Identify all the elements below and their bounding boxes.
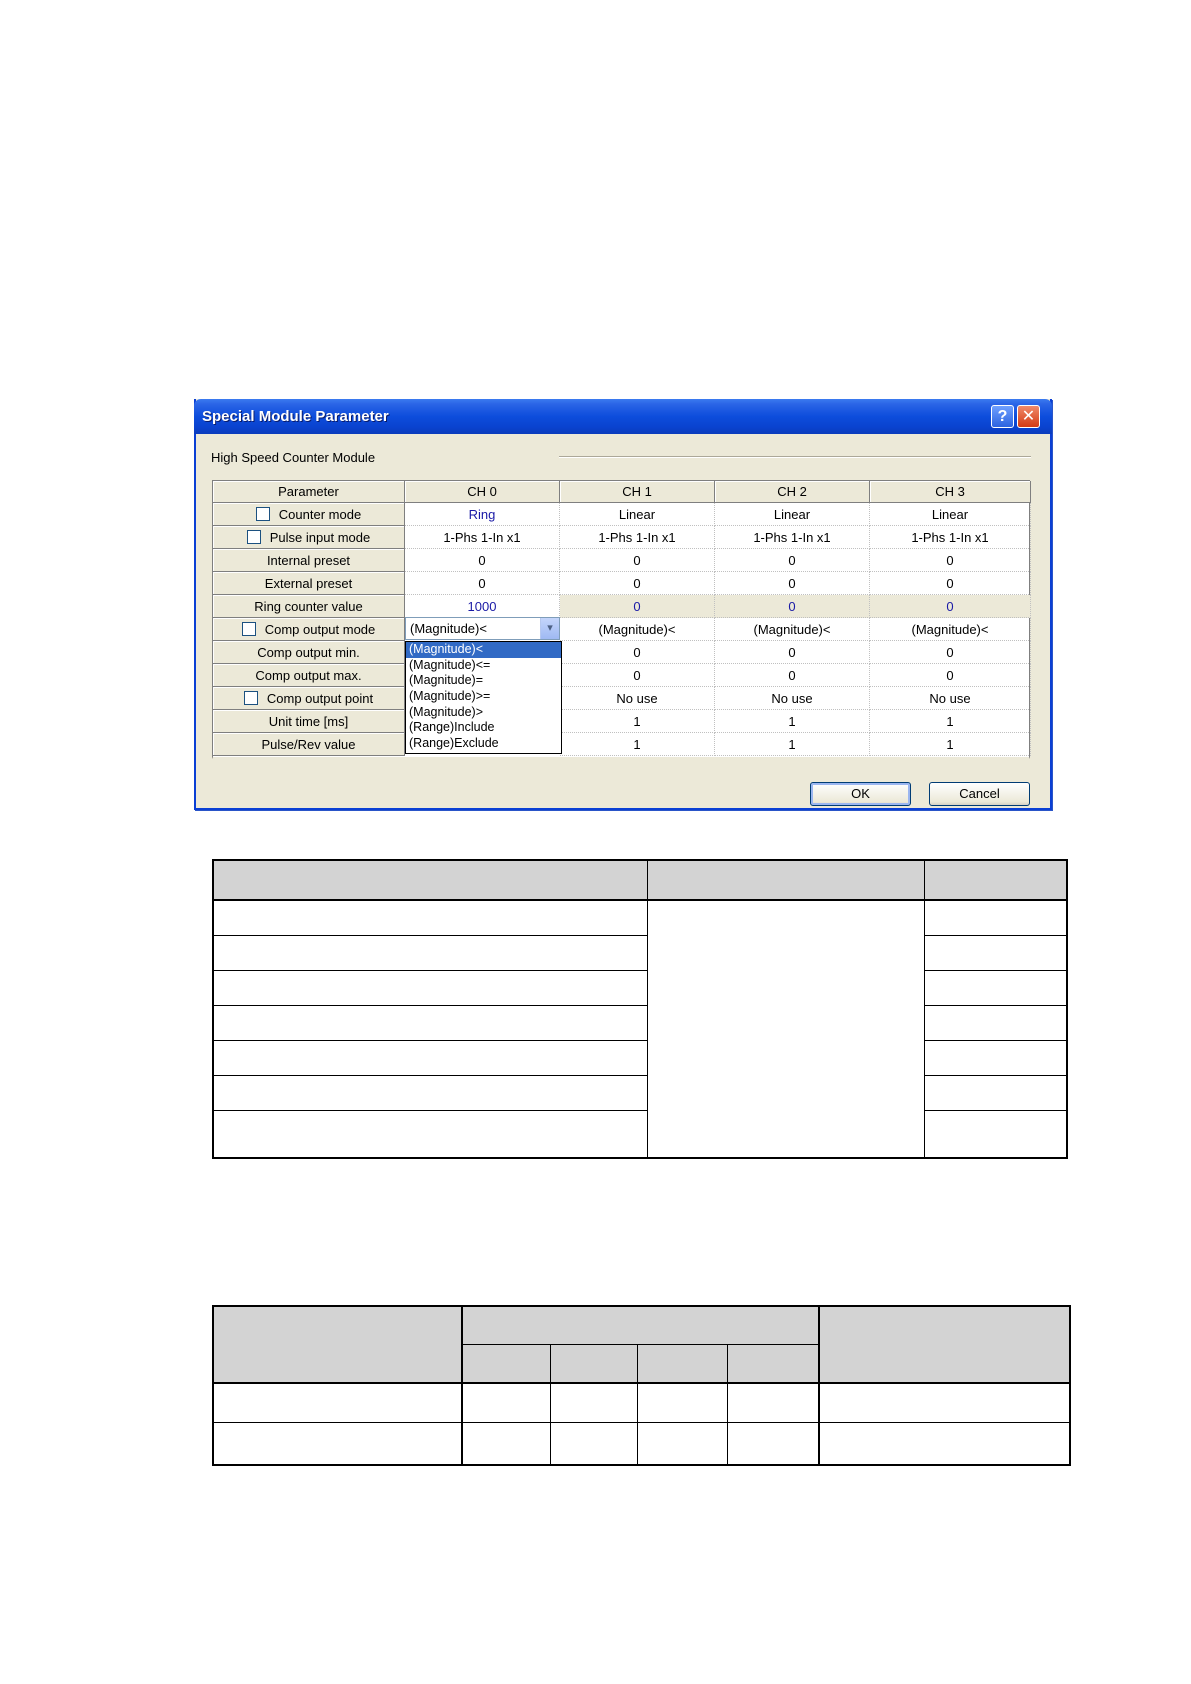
column-header-ch2[interactable]: CH 2 [715,481,870,503]
cell-external-preset-ch0[interactable]: 0 [405,572,560,595]
group-divider [559,456,1031,458]
cell-comp-output-min-ch1[interactable]: 0 [560,641,715,664]
cell-external-preset-ch1[interactable]: 0 [560,572,715,595]
cell-ring-counter-value-ch1[interactable]: 0 [560,595,715,618]
comp-output-mode-value: (Magnitude)< [410,621,487,636]
checkbox-counter-mode[interactable] [256,507,270,521]
cell-pulse-rev-value-ch3[interactable]: 1 [870,733,1031,756]
cell-pulse-input-mode-ch2[interactable]: 1-Phs 1-In x1 [715,526,870,549]
row-label-counter-mode [213,503,405,526]
comp-output-mode-dropdown-list [405,641,562,754]
cell-pulse-input-mode-ch3[interactable]: 1-Phs 1-In x1 [870,526,1031,549]
table-row [214,1110,647,1111]
row-label-ring-counter-value [213,595,405,618]
cell-counter-mode-ch3[interactable]: Linear [870,503,1031,526]
column-header-ch0[interactable]: CH 0 [405,481,560,503]
table-row [214,935,647,936]
cell-unit-time-ms-ch1[interactable]: 1 [560,710,715,733]
chevron-down-icon[interactable]: ▾ [540,618,559,639]
row-label-text: Pulse input mode [269,529,371,545]
cell-pulse-input-mode-ch0[interactable]: 1-Phs 1-In x1 [405,526,560,549]
cell-comp-output-point-ch1[interactable]: No use [560,687,715,710]
row-label-comp-output-point [213,687,405,710]
cell-external-preset-ch2[interactable]: 0 [715,572,870,595]
cell-ring-counter-value-ch3[interactable]: 0 [870,595,1031,618]
cell-comp-output-max-ch2[interactable]: 0 [715,664,870,687]
column-header-parameter[interactable]: Parameter [213,481,405,503]
cell-counter-mode-ch1[interactable]: Linear [560,503,715,526]
dialog-titlebar[interactable] [194,399,1052,434]
row-label-external-preset [213,572,405,595]
checkbox-pulse-input-mode[interactable] [247,530,261,544]
parameter-table-1 [212,859,1068,1159]
cell-pulse-input-mode-ch1[interactable]: 1-Phs 1-In x1 [560,526,715,549]
dialog-title: Special Module Parameter [202,408,389,425]
row-label-text: Comp output min. [257,644,360,660]
cell-pulse-rev-value-ch1[interactable]: 1 [560,733,715,756]
cell-comp-output-min-ch3[interactable]: 0 [870,641,1031,664]
table-1-header [214,861,1066,899]
table-row [214,970,647,971]
table-row [214,1040,647,1041]
help-icon: ? [997,408,1008,425]
parameter-table-2 [212,1305,1071,1466]
ok-button[interactable]: OK [810,782,911,806]
module-label: High Speed Counter Module [211,450,376,465]
cell-ring-counter-value-ch2[interactable]: 0 [715,595,870,618]
parameter-grid [212,480,1030,759]
cell-unit-time-ms-ch2[interactable]: 1 [715,710,870,733]
row-label-internal-preset [213,549,405,572]
cell-internal-preset-ch3[interactable]: 0 [870,549,1031,572]
cell-comp-output-point-ch3[interactable]: No use [870,687,1031,710]
row-label-comp-output-min [213,641,405,664]
row-label-text: Comp output max. [255,667,362,683]
special-module-parameter-dialog [194,399,1052,810]
cell-unit-time-ms-ch3[interactable]: 1 [870,710,1031,733]
cell-ring-counter-value-ch0[interactable]: 1000 [405,595,560,618]
row-label-text: Pulse/Rev value [261,736,356,752]
row-label-text: Comp output point [266,690,374,706]
close-icon: ✕ [1021,408,1036,425]
cell-internal-preset-ch1[interactable]: 0 [560,549,715,572]
dropdown-option[interactable]: (Magnitude)<= [409,657,491,672]
row-label-text: Unit time [ms] [268,713,349,729]
row-label-pulse-input-mode [213,526,405,549]
table-row [214,1422,1069,1423]
row-label-text: Comp output mode [264,621,376,637]
help-button[interactable] [991,405,1014,428]
cell-comp-output-mode-ch3[interactable]: (Magnitude)< [870,618,1031,641]
table-row [214,1005,647,1006]
dropdown-option[interactable]: (Magnitude)= [409,673,483,688]
table-row [214,1075,647,1076]
row-label-text: Internal preset [266,552,351,568]
row-label-comp-output-mode [213,618,405,641]
comp-output-mode-select[interactable] [405,617,560,640]
column-header-ch1[interactable]: CH 1 [560,481,715,503]
dropdown-option[interactable]: (Magnitude)< [406,642,561,658]
cell-comp-output-point-ch2[interactable]: No use [715,687,870,710]
dropdown-option[interactable]: (Magnitude)>= [409,689,491,704]
row-label-text: Ring counter value [254,598,363,614]
cell-comp-output-max-ch3[interactable]: 0 [870,664,1031,687]
row-label-pulse-rev-value [213,733,405,756]
dropdown-option[interactable]: (Range)Include [409,720,495,735]
dropdown-option[interactable]: (Range)Exclude [409,736,499,751]
dropdown-option[interactable]: (Magnitude)> [409,704,483,719]
cell-internal-preset-ch0[interactable]: 0 [405,549,560,572]
cancel-button[interactable]: Cancel [929,782,1030,806]
checkbox-comp-output-point[interactable] [244,691,258,705]
row-label-unit-time-ms [213,710,405,733]
row-label-comp-output-max [213,664,405,687]
cell-internal-preset-ch2[interactable]: 0 [715,549,870,572]
cell-counter-mode-ch2[interactable]: Linear [715,503,870,526]
checkbox-comp-output-mode[interactable] [242,622,256,636]
column-header-ch3[interactable]: CH 3 [870,481,1031,503]
row-label-text: External preset [264,575,353,591]
cell-comp-output-max-ch1[interactable]: 0 [560,664,715,687]
row-label-text: Counter mode [278,506,362,522]
cell-comp-output-min-ch2[interactable]: 0 [715,641,870,664]
cell-comp-output-mode-ch2[interactable]: (Magnitude)< [715,618,870,641]
close-button[interactable] [1017,405,1040,428]
cell-comp-output-mode-ch1[interactable]: (Magnitude)< [560,618,715,641]
cell-pulse-rev-value-ch2[interactable]: 1 [715,733,870,756]
cell-counter-mode-ch0[interactable]: Ring [405,503,560,526]
cell-external-preset-ch3[interactable]: 0 [870,572,1031,595]
